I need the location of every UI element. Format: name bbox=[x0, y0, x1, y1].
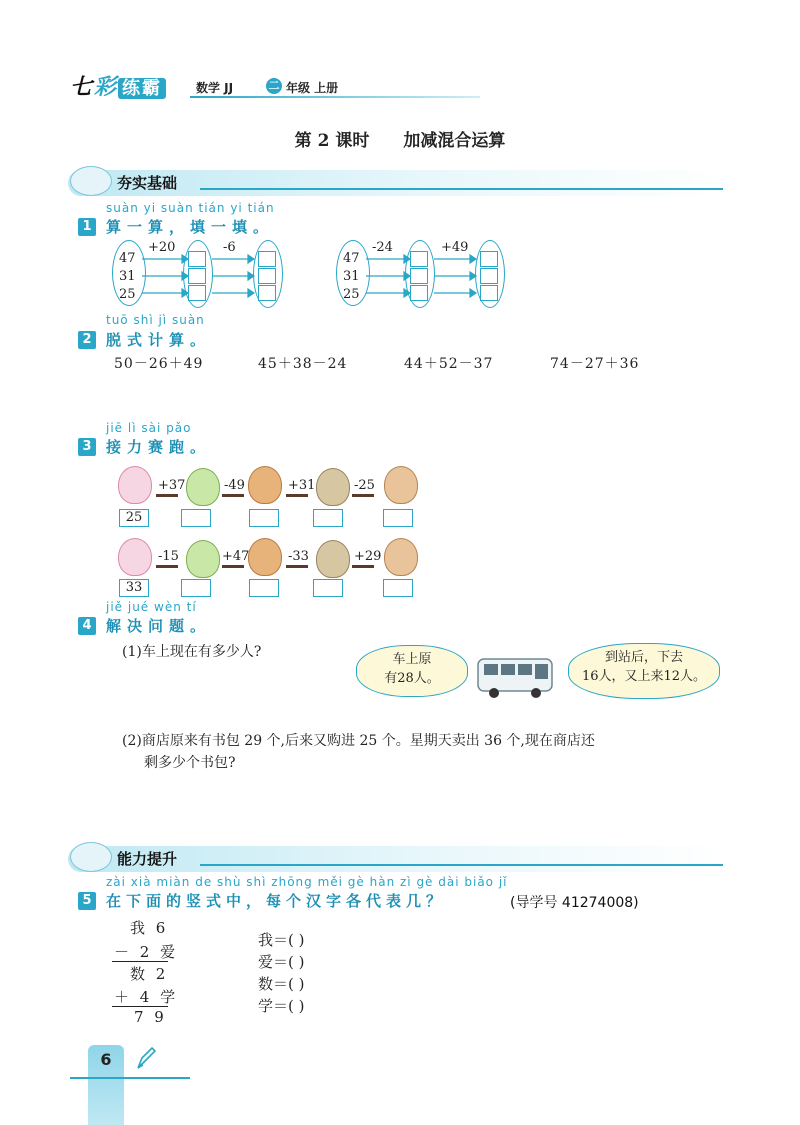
op-label: +49 bbox=[441, 240, 469, 255]
input-value: 47 bbox=[343, 251, 360, 266]
q1-title: 算一算，填一填。 bbox=[106, 218, 275, 236]
q5-title: 在下面的竖式中，每个汉字各代表几？ bbox=[106, 892, 447, 910]
bubble-line: 16人，又上来12人。 bbox=[581, 669, 707, 684]
expression: 45＋38－24 bbox=[258, 356, 348, 372]
answer-box[interactable] bbox=[188, 268, 206, 284]
bubble-line: 到站后，下去 bbox=[604, 650, 683, 665]
section-band-line bbox=[200, 188, 723, 190]
expression: 44＋52－37 bbox=[404, 356, 494, 372]
answer-box[interactable] bbox=[410, 268, 428, 284]
section-title: 夯实基础 bbox=[117, 174, 178, 192]
footer-line bbox=[70, 1077, 190, 1079]
expression: 74－27＋36 bbox=[550, 356, 640, 372]
answer-box[interactable] bbox=[249, 579, 279, 597]
bear-icon bbox=[316, 468, 350, 506]
vert-line: 我 6 bbox=[130, 919, 169, 937]
lesson-number: 第 2 课时 bbox=[294, 131, 370, 151]
problem-2-line-1: (2)商店原来有书包 29 个,后来又购进 25 个。星期天卖出 36 个,现在商店还 bbox=[122, 733, 595, 749]
answer-box[interactable] bbox=[188, 251, 206, 267]
section-band-line bbox=[200, 864, 723, 866]
input-value: 25 bbox=[343, 287, 360, 302]
dog-icon bbox=[248, 466, 282, 504]
vert-line: ＋ 4 学 bbox=[114, 988, 179, 1006]
answer-box[interactable] bbox=[258, 251, 276, 267]
answer-box[interactable] bbox=[480, 268, 498, 284]
q4-title: 解决问题。 bbox=[106, 617, 212, 635]
baton bbox=[222, 565, 244, 568]
q3-pinyin: jiē lì sài pǎo bbox=[106, 421, 192, 435]
op-label: +20 bbox=[148, 240, 176, 255]
grade-badge: 二 bbox=[266, 78, 282, 94]
lesson-title bbox=[0, 126, 800, 151]
brand-logo bbox=[70, 70, 166, 101]
bubble-line: 有28人。 bbox=[384, 671, 440, 686]
speech-bubble-left bbox=[356, 645, 468, 697]
relay-op: -33 bbox=[288, 549, 309, 564]
baton bbox=[156, 565, 178, 568]
problem-2-line-2: 剩多少个书包? bbox=[144, 755, 236, 771]
q5-number: 5 bbox=[78, 892, 96, 910]
q4-pinyin: jiě jué wèn tí bbox=[106, 600, 197, 614]
q1-number: 1 bbox=[78, 218, 96, 236]
answer-box[interactable] bbox=[410, 251, 428, 267]
pencil-icon bbox=[134, 1046, 156, 1072]
subject-label: 数学 JJ bbox=[196, 81, 234, 95]
monkey-icon bbox=[384, 538, 418, 576]
q3-title: 接力赛跑。 bbox=[106, 438, 212, 456]
vert-rule bbox=[112, 1006, 168, 1007]
q1-pinyin: suàn yi suàn tián yi tián bbox=[106, 201, 275, 215]
guide-number: (导学号 41274008) bbox=[510, 895, 639, 911]
op-label: -6 bbox=[223, 240, 236, 255]
grade-text: 年级 上册 bbox=[286, 81, 339, 95]
input-value: 31 bbox=[119, 269, 136, 284]
mascot-icon bbox=[70, 166, 112, 196]
answer-line: 学＝( ) bbox=[258, 997, 305, 1015]
problem-1: (1)车上现在有多少人? bbox=[122, 644, 262, 660]
page-number: 6 bbox=[100, 1050, 112, 1069]
dog-icon bbox=[248, 538, 282, 576]
answer-box[interactable] bbox=[313, 509, 343, 527]
start-value-box: 25 bbox=[119, 509, 149, 527]
answer-line: 数＝( ) bbox=[258, 975, 305, 993]
baton bbox=[222, 494, 244, 497]
input-value: 31 bbox=[343, 269, 360, 284]
baton bbox=[286, 565, 308, 568]
answer-box[interactable] bbox=[249, 509, 279, 527]
answer-box[interactable] bbox=[480, 285, 498, 301]
deer-icon bbox=[186, 540, 220, 578]
q2-number: 2 bbox=[78, 331, 96, 349]
brand-char-3: 练霸 bbox=[118, 78, 166, 99]
answer-box[interactable] bbox=[313, 579, 343, 597]
bubble-line: 车上原 bbox=[392, 652, 432, 667]
input-value: 47 bbox=[119, 251, 136, 266]
rabbit-icon bbox=[118, 538, 152, 576]
answer-box[interactable] bbox=[410, 285, 428, 301]
start-value-box: 33 bbox=[119, 579, 149, 597]
rabbit-icon bbox=[118, 466, 152, 504]
q3-number: 3 bbox=[78, 438, 96, 456]
vert-line: 7 9 bbox=[134, 1008, 167, 1026]
header-divider bbox=[190, 96, 480, 98]
op-label: -24 bbox=[372, 240, 393, 255]
mascot-icon bbox=[70, 842, 112, 872]
answer-box[interactable] bbox=[258, 285, 276, 301]
relay-op: -49 bbox=[224, 478, 245, 493]
q2-title: 脱式计算。 bbox=[106, 331, 212, 349]
vert-rule bbox=[112, 961, 168, 962]
input-value: 25 bbox=[119, 287, 136, 302]
answer-box[interactable] bbox=[383, 509, 413, 527]
q4-number: 4 bbox=[78, 617, 96, 635]
section-title: 能力提升 bbox=[117, 850, 178, 868]
baton bbox=[352, 565, 374, 568]
monkey-icon bbox=[384, 466, 418, 504]
answer-box[interactable] bbox=[181, 509, 211, 527]
answer-box[interactable] bbox=[181, 579, 211, 597]
bus-icon bbox=[476, 655, 556, 701]
expression: 50－26＋49 bbox=[114, 356, 204, 372]
q2-pinyin: tuō shì jì suàn bbox=[106, 313, 205, 327]
answer-box[interactable] bbox=[188, 285, 206, 301]
speech-bubble-right bbox=[568, 643, 720, 699]
deer-icon bbox=[186, 468, 220, 506]
baton bbox=[352, 494, 374, 497]
relay-op: -15 bbox=[158, 549, 179, 564]
answer-line: 我＝( ) bbox=[258, 931, 305, 949]
brand-char-2: 彩 bbox=[94, 75, 119, 100]
relay-op: -25 bbox=[354, 478, 375, 493]
baton bbox=[286, 494, 308, 497]
relay-op: +31 bbox=[288, 478, 316, 493]
relay-op: +47 bbox=[222, 549, 250, 564]
answer-line: 爱＝( ) bbox=[258, 953, 305, 971]
relay-op: +29 bbox=[354, 549, 382, 564]
lesson-topic: 加减混合运算 bbox=[403, 131, 506, 151]
baton bbox=[156, 494, 178, 497]
relay-op: +37 bbox=[158, 478, 186, 493]
answer-box[interactable] bbox=[480, 251, 498, 267]
brand-char-1: 七 bbox=[70, 75, 95, 100]
answer-box[interactable] bbox=[383, 579, 413, 597]
bear-icon bbox=[316, 540, 350, 578]
q5-pinyin: zài xià miàn de shù shì zhōng měi gè hàn zì gè dài biǎo jǐ bbox=[106, 875, 508, 889]
vert-line: 数 2 bbox=[130, 965, 169, 983]
answer-box[interactable] bbox=[258, 268, 276, 284]
vert-line: － 2 爱 bbox=[114, 943, 179, 961]
